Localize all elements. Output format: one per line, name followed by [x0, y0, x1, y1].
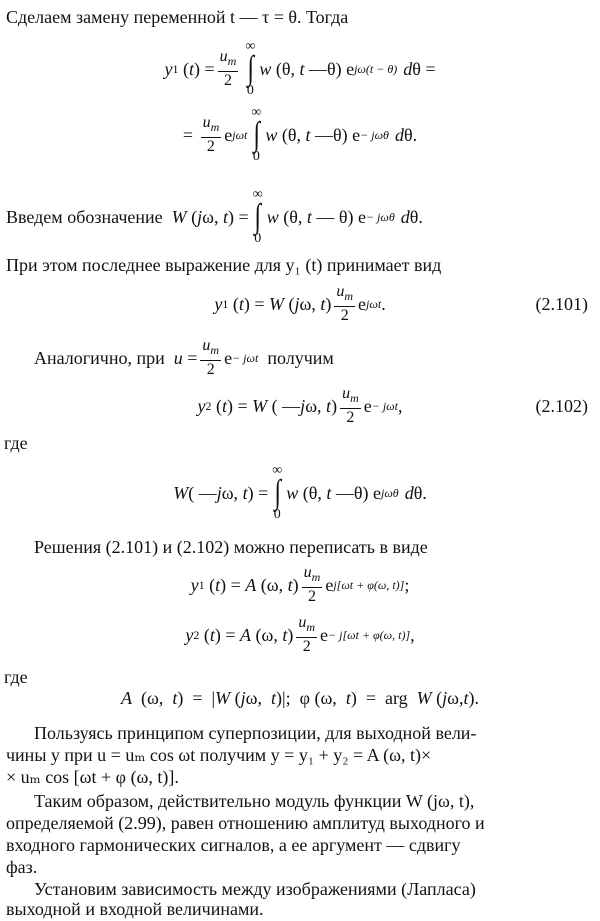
text-introduce-notation: Введем обозначение: [6, 206, 163, 227]
paragraph-laplace-1: [34, 878, 600, 900]
text-substitution: Сделаем замену переменной t — τ = θ. Тогда: [6, 7, 349, 27]
text-laplace-1: Установим зависимость между изображениями (Лапласа): [34, 879, 476, 899]
text-analogously: Аналогично, при: [34, 347, 165, 368]
text-where-1-label: где: [4, 433, 28, 453]
equation-number-2-101: (2.101): [535, 293, 588, 314]
text-conclusion-3: входного гармонических сигналов, а ее аргумент — сдвигу: [6, 835, 461, 855]
paragraph-last-expression: [6, 254, 600, 276]
text-last-expression: При этом последнее выражение для y₁ (t) принимает вид: [6, 255, 442, 275]
paragraph-analogously: Аналогично, при u = $\frac{u_m}{2}$ e − jωt получим: [34, 337, 334, 378]
text-superposition-1: Пользуясь принципом суперпозиции, для выходной вели-: [34, 723, 477, 743]
text-laplace-2: выходной и входной величинами.: [6, 899, 264, 919]
equation-2-102: y 2 ( t ) = W ( — j ω, t ) $\frac{u_m}{2}$ e − jωt , (2.102): [197, 385, 588, 426]
paragraph-solutions: [34, 536, 600, 558]
equation-amplitude-phase: A (ω, t ) = | W ( j ω, t )|; φ (ω, t ) = arg W ( j ω, t ).: [120, 687, 480, 708]
paragraph-conclusion-4: [6, 856, 600, 878]
paragraph-conclusion-2: [6, 812, 600, 834]
text-solutions: Решения (2.101) и (2.102) можно переписать в виде: [34, 537, 428, 557]
text-conclusion-4: фаз.: [6, 857, 38, 877]
equation-y1-amplitude: y 1 ( t ) = A (ω, t ) $\frac{u_m}{2}$ e j[ωt + φ(ω, t)] ;: [190, 564, 410, 605]
text-conclusion-1: Таким образом, действительно модуль функции W (jω, t),: [34, 791, 475, 811]
paragraph-substitution: [6, 6, 600, 28]
equation-y2-amplitude: y 2 ( t ) = A (ω, t ) $\frac{u_m}{2}$ e − j[ωt + φ(ω, t)] ,: [185, 614, 415, 655]
equation-y1-rewritten: = $\frac{u_m}{2}$ e jωt ∞ ∫ 0 w (θ, t —θ) e − jωθ d θ.: [182, 105, 418, 164]
text-superposition-3: × uₘ cos [ωt + φ (ω, t)].: [6, 767, 179, 787]
equation-W-negative: W ( — j ω, t ) = ∞ ∫ 0 w (θ, t —θ) e jωθ d θ.: [173, 463, 427, 522]
paragraph-superposition-3: [6, 766, 600, 788]
text-where-1: [4, 432, 600, 454]
paragraph-conclusion-1: [34, 790, 600, 812]
paragraph-conclusion-3: [6, 834, 600, 856]
text-where-2-label: где: [4, 667, 28, 687]
text-we-get: получим: [267, 347, 334, 368]
paragraph-superposition-1: [34, 722, 600, 744]
equation-2-101: y 1 ( t ) = W ( j ω, t ) $\frac{u_m}{2}$ e jωt . (2.101): [214, 283, 588, 324]
equation-y1-integral: y 1 ( t ) = $\frac{u_m}{2}$ ∞ ∫ 0 w (θ, t —θ) e jω(t − θ) d θ =: [164, 39, 436, 98]
equation-W-definition: Введем обозначение W ( j ω, t ) = ∞ ∫ 0 w (θ, t — θ) e − jωθ d θ.: [6, 187, 423, 246]
equation-number-2-102: (2.102): [535, 395, 588, 416]
text-superposition-2: чины y при u = uₘ cos ωt получим y = y₁ + y₂ = A (ω, t)×: [6, 745, 432, 765]
paragraph-laplace-2: [6, 898, 600, 920]
text-conclusion-2: определяемой (2.99), равен отношению амплитуд выходного и: [6, 813, 485, 833]
paragraph-superposition-2: [6, 744, 600, 766]
